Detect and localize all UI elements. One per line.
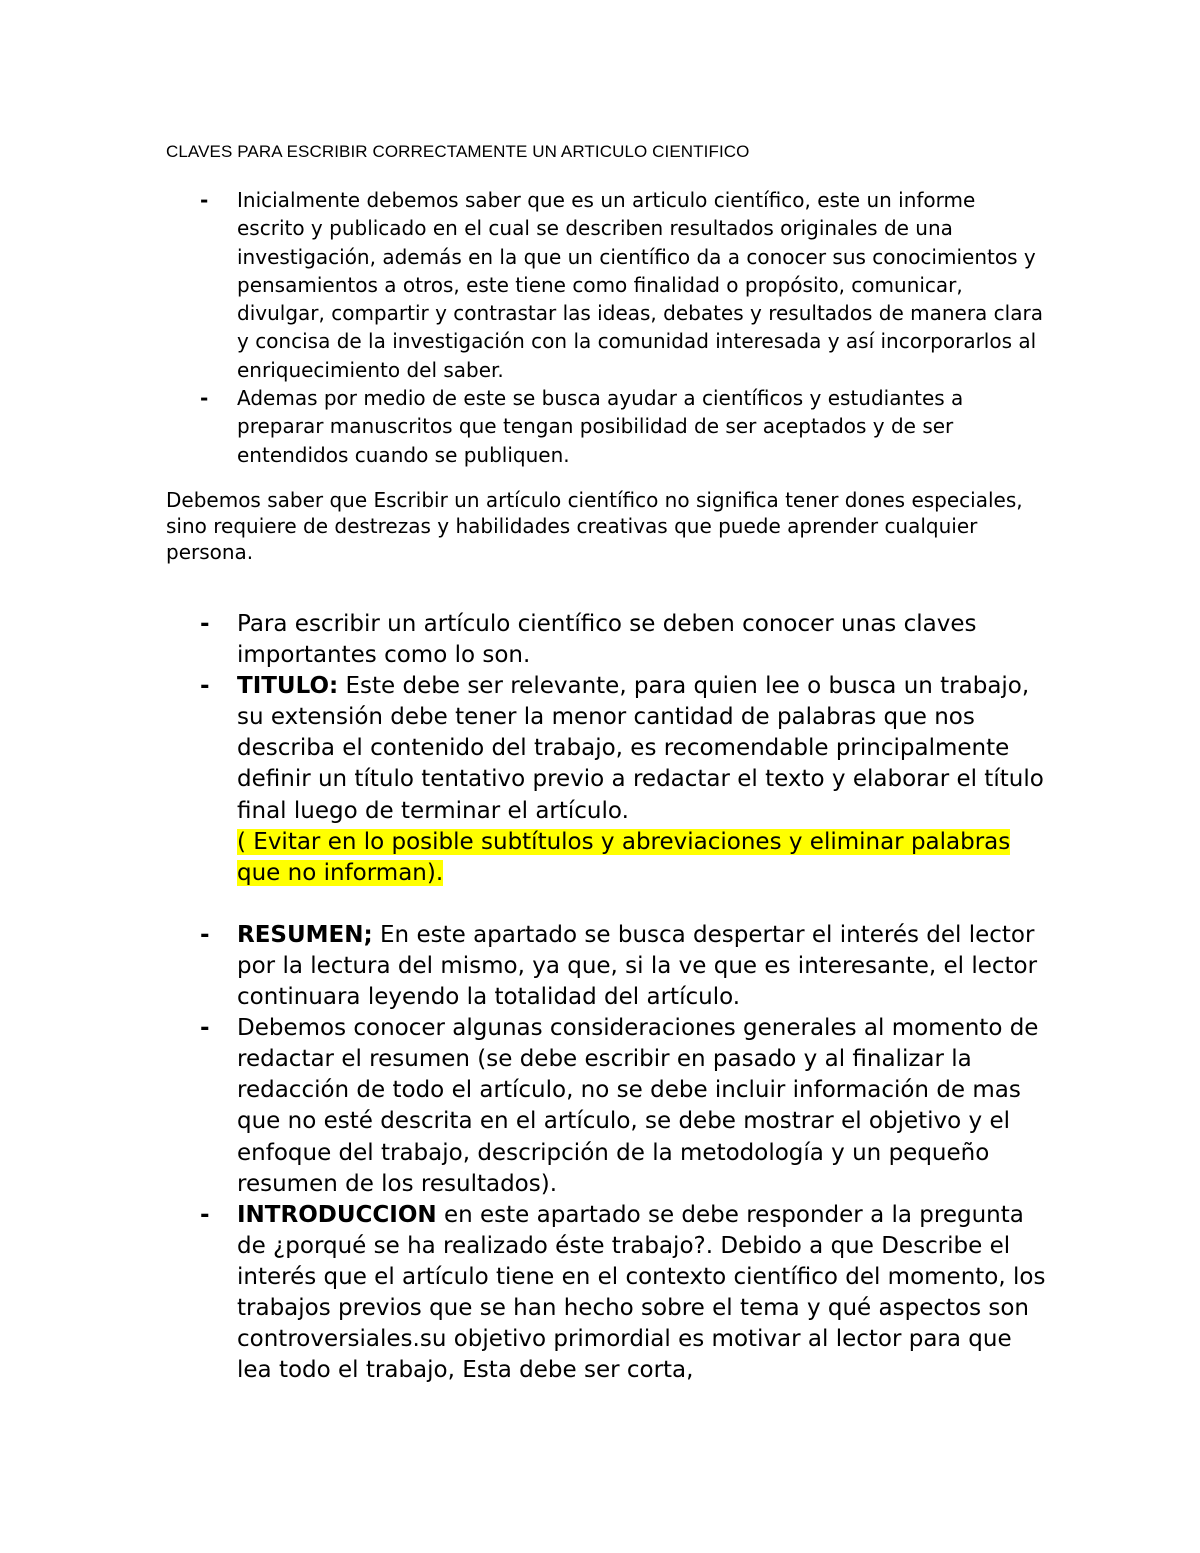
bullet-dash: - (200, 673, 210, 700)
list-item-text: Inicialmente debemos saber que es un articulo científico, este un informe escrito y publicado en el cual se describen resultados originales de una investigación, además en la que un científico da a conocer sus conocimientos y pensamientos a otros, este tiene como finalidad o propósito, comunicar, divulgar, compartir y contrastar las ideas, debates y resultados de manera clara y concisa de la investigación con la comunidad interesada y así incorporarlos al enriquecimiento del saber. (237, 188, 1043, 382)
highlighted-note: ( Evitar en lo posible subtítulos y abreviaciones y eliminar palabras que no informan). (237, 828, 1011, 886)
bullet-dash: - (200, 1201, 210, 1228)
intro-list (198, 186, 1048, 469)
introduccion-label: INTRODUCCION (237, 1201, 437, 1228)
body-paragraph: Debemos saber que Escribir un artículo científico no significa tener dones especiales, sino requiere de destrezas y habilidades creativas que puede aprender cualquier persona. (166, 488, 1023, 564)
document-title: CLAVES PARA ESCRIBIR CORRECTAMENTE UN ARTICULO CIENTIFICO (166, 142, 750, 161)
titulo-label: TITULO: (237, 673, 339, 700)
bullet-dash: - (200, 611, 210, 637)
introduccion-text: en este apartado se debe responder a la pregunta de ¿porqué se ha realizado éste trabajo?. Debido a que Describe el interés que el artículo tiene en el contexto científico del momento, los trabajos previos que se han hecho sobre el tema y qué aspectos son controversiales.su objetivo primordial es motivar al lector para que lea todo el trabajo, Esta debe ser corta, (237, 1201, 1046, 1384)
list-item-text: Ademas por medio de este se busca ayudar a científicos y estudiantes a preparar manuscritos que tengan posibilidad de ser aceptados y de ser entendidos cuando se publiquen. (237, 386, 964, 467)
bullet-dash: - (200, 188, 209, 212)
keys-list (198, 609, 1048, 1386)
resumen-text: En este apartado se busca despertar el interés del lector por la lectura del mismo, ya que, si la ve que es interesante, el lector continuara leyendo la totalidad del artículo. (237, 921, 1038, 1011)
titulo-text: Este debe ser relevante, para quien lee o busca un trabajo, su extensión debe tener la menor cantidad de palabras que nos describa el contenido del trabajo, es recomendable principalmente definir un título tentativo previo a redactar el texto y elaborar el título final luego de terminar el artículo. (237, 673, 1044, 824)
list-item-resumen (198, 920, 1048, 1013)
list-item (198, 1013, 1048, 1200)
list-item-text: Para escribir un artículo científico se deben conocer unas claves importantes como lo son. (237, 611, 977, 669)
resumen-label: RESUMEN; (237, 921, 373, 948)
list-item-titulo (198, 671, 1048, 889)
bullet-dash: - (200, 921, 210, 948)
list-item-text: Debemos conocer algunas consideraciones generales al momento de redactar el resumen (se debe escribir en pasado y al finalizar la redacción de todo el artículo, no se debe incluir información de mas que no esté descrita en el artículo, se debe mostrar el objetivo y el enfoque del trabajo, descripción de la metodología y un pequeño resumen de los resultados). (237, 1015, 1039, 1197)
list-item-introduccion (198, 1200, 1048, 1387)
spacer (198, 889, 1048, 920)
list-item (198, 609, 1048, 671)
list-item (198, 384, 1048, 469)
list-item (198, 186, 1048, 384)
bullet-dash: - (200, 1015, 210, 1042)
bullet-dash: - (200, 386, 209, 411)
